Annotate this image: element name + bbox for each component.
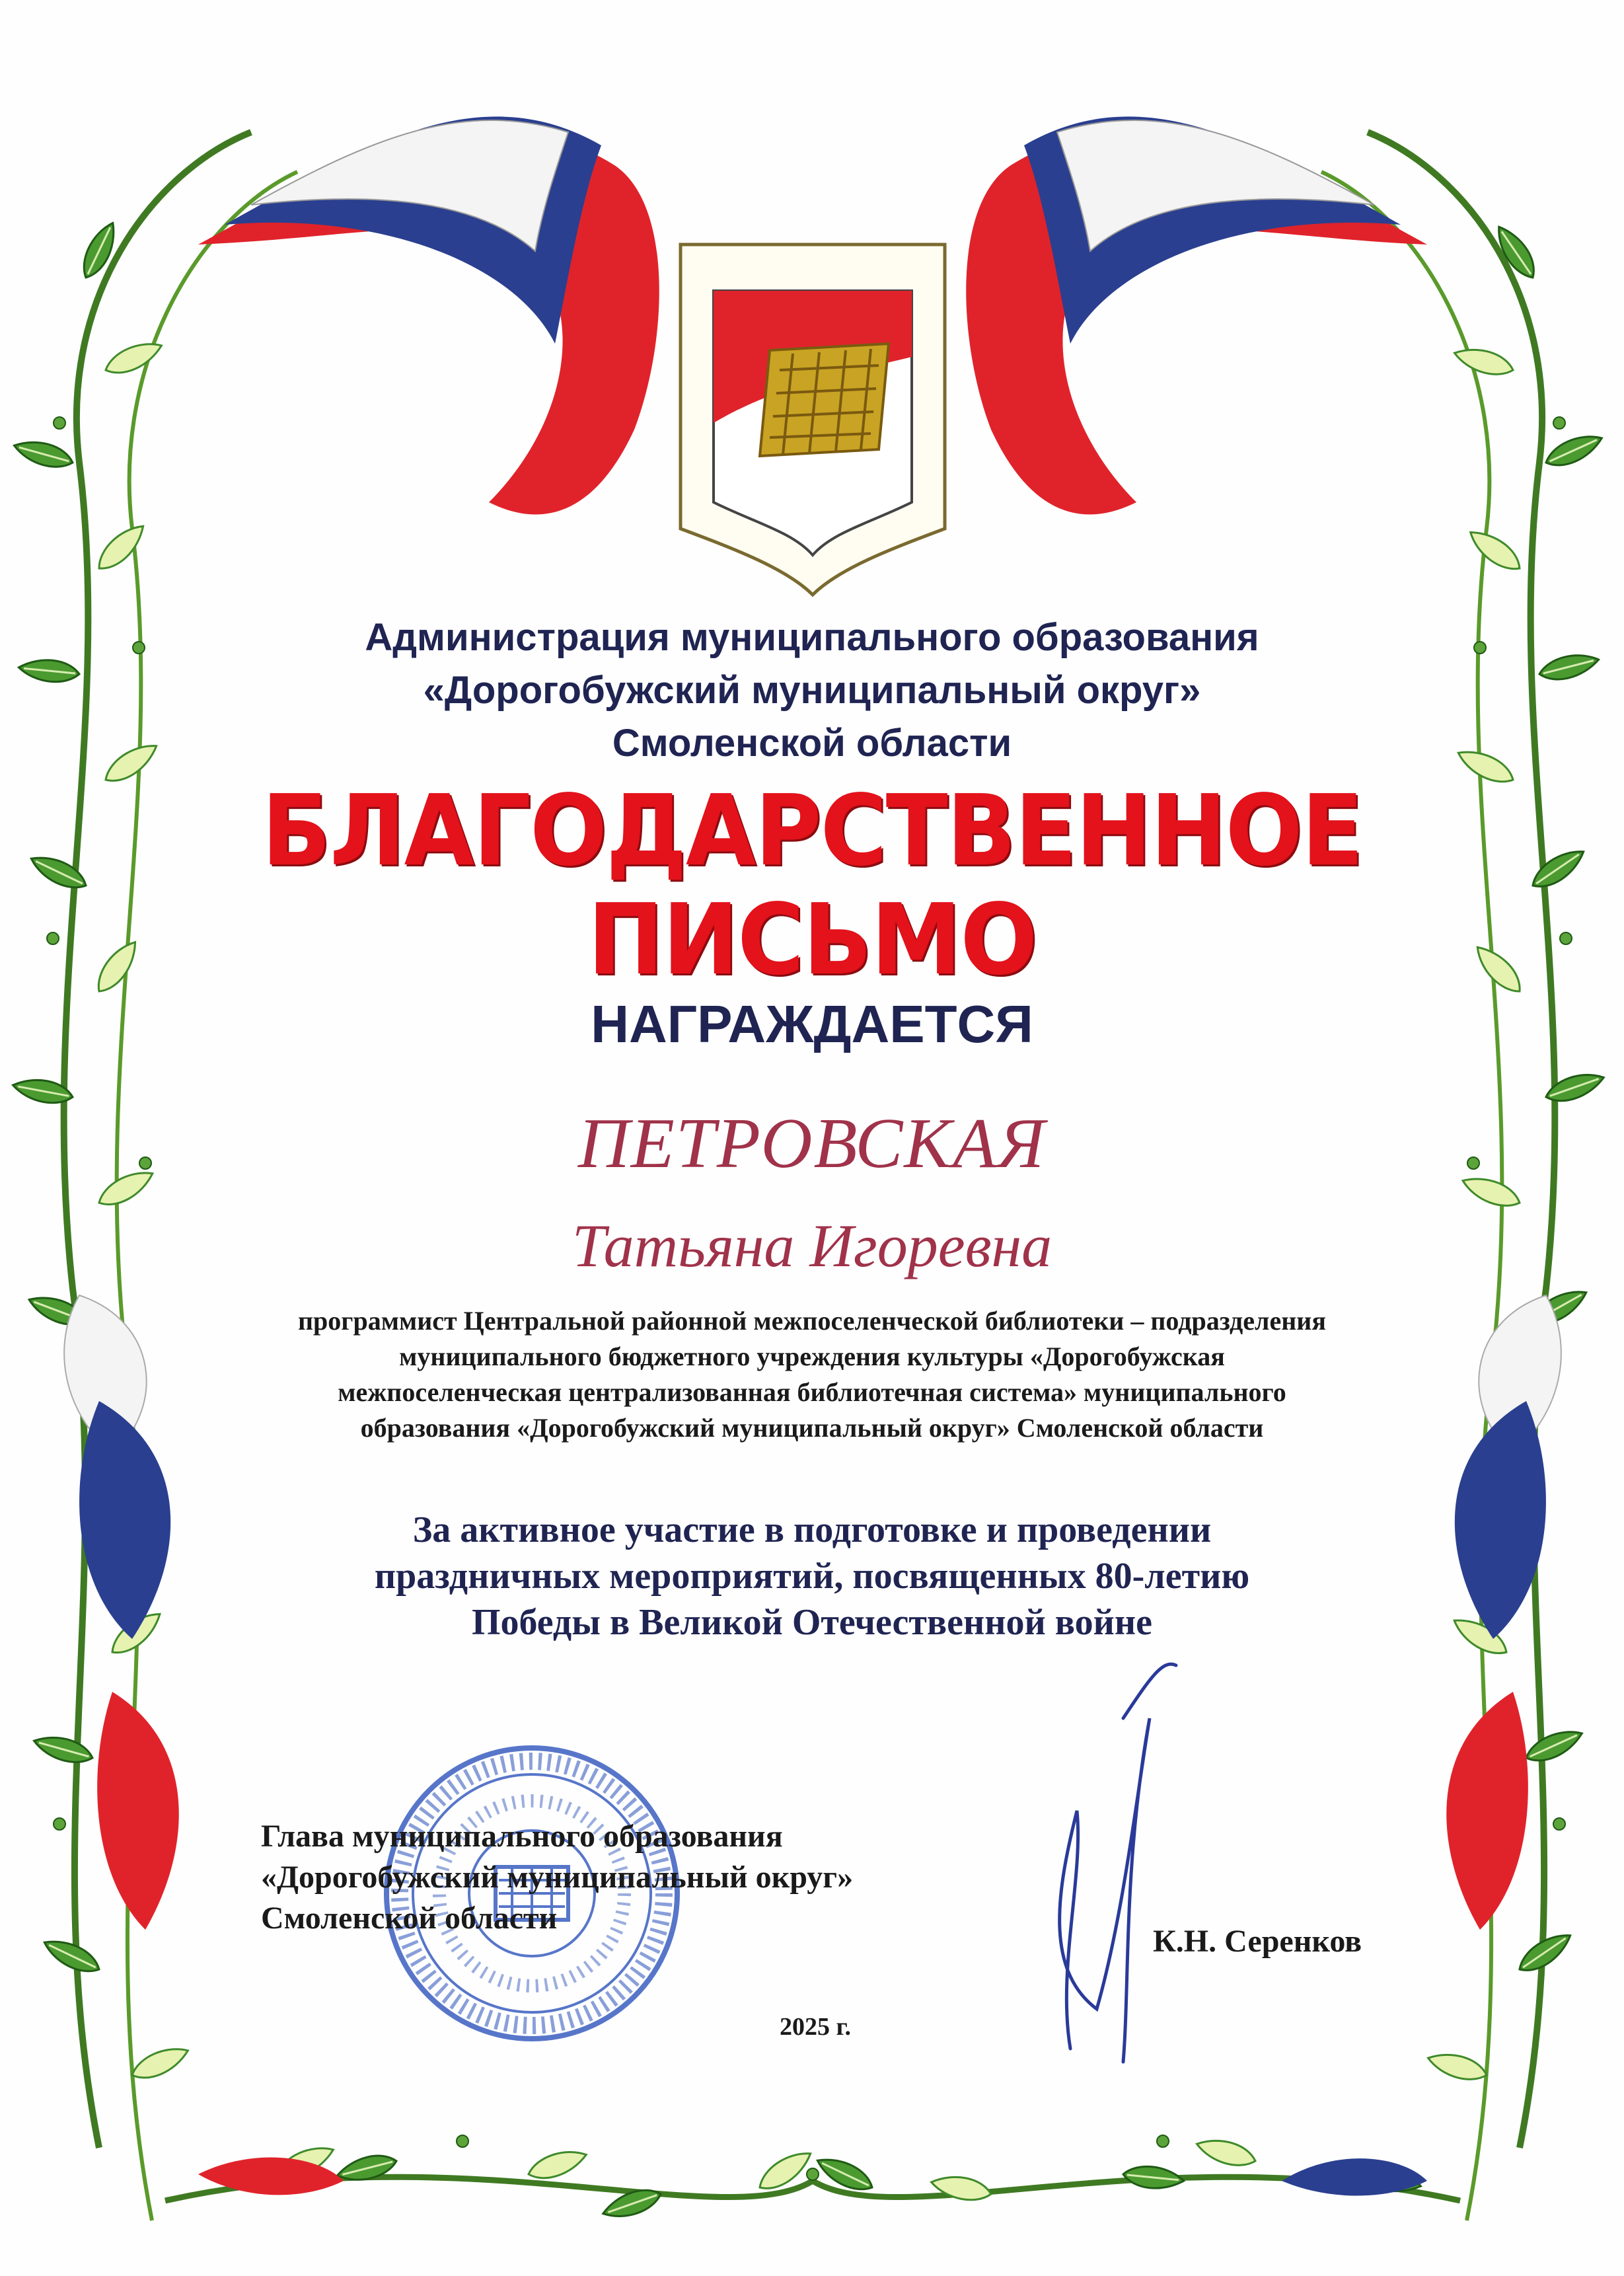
signature-date: 2025 г. — [780, 2013, 851, 2041]
position-line: образования «Дорогобужский муниципальный округ» Смоленской области — [360, 1413, 1264, 1443]
document-title-line: ПИСЬМО — [587, 883, 1037, 997]
award-reason — [0, 1507, 1624, 1646]
reason-line: Победы в Великой Отечественной войне — [471, 1602, 1153, 1643]
signer-title-line: Смоленской области — [261, 1901, 558, 1936]
position-line: программист Центральной районной межпоселенческой библиотеки – подразделения — [298, 1306, 1326, 1336]
document-title-line: БЛАГОДАРСТВЕННОЕ — [262, 774, 1362, 888]
awarded-label: НАГРАЖДАЕТСЯ — [591, 995, 1033, 1053]
reason-line: праздничных мероприятий, посвященных 80-летию — [374, 1556, 1250, 1597]
recipient-surname: ПЕТРОВСКАЯ — [577, 1104, 1047, 1183]
position-line: муниципального бюджетного учреждения культуры «Дорогобужская — [399, 1342, 1225, 1371]
recipient-position — [0, 1303, 1624, 1446]
signer-title-line: «Дорогобужский муниципальный округ» — [261, 1860, 854, 1895]
issuer-line: «Дорогобужский муниципальный округ» — [423, 669, 1201, 712]
recipient-given-names: Татьяна Игоревна — [572, 1212, 1052, 1279]
signer-title — [261, 1816, 853, 1939]
signer-title-line: Глава муниципального образования — [261, 1819, 783, 1854]
signer-name: К.Н. Серенков — [1153, 1924, 1362, 1959]
issuer-header — [0, 611, 1624, 770]
coat-of-arms — [681, 245, 945, 595]
issuer-line: Смоленской области — [612, 722, 1012, 765]
document-title — [57, 774, 1567, 997]
issuer-line: Администрация муниципального образования — [365, 616, 1259, 659]
handwritten-signature — [1060, 1664, 1176, 2062]
reason-line: За активное участие в подготовке и проведении — [412, 1509, 1212, 1550]
position-line: межпоселенческая централизованная библиотечная система» муниципального — [338, 1377, 1286, 1407]
bottom-laurel-vine — [165, 2132, 1460, 2222]
